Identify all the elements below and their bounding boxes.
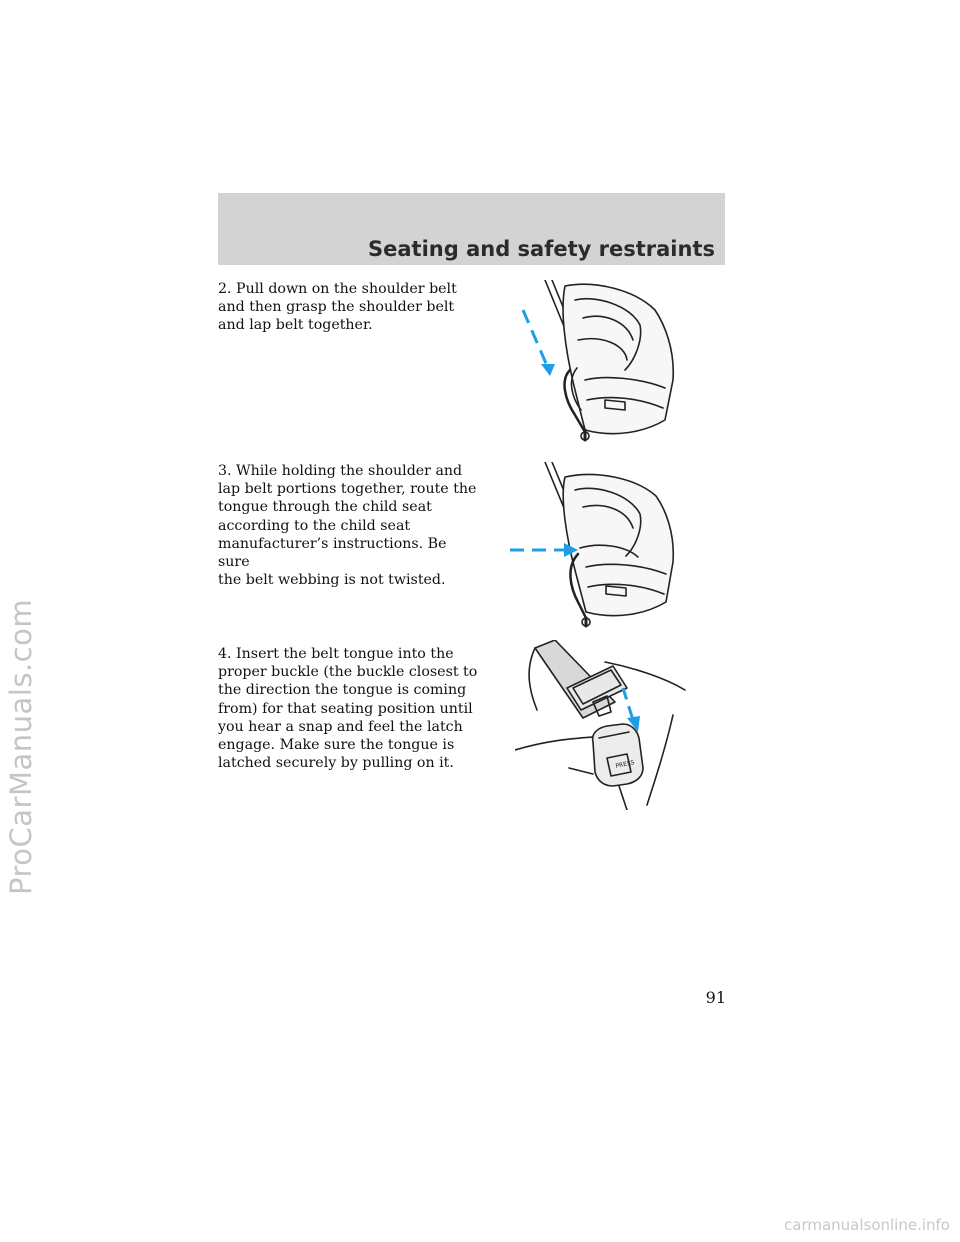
footer-url: carmanualsonline.info (784, 1216, 950, 1234)
step-4-text: 4. Insert the belt tongue into the proper buckle (the buckle closest to the direction the tongue is coming from) for that seating position until you hear a snap and feel the latch engage. Make sure the tongue is latched securely by pulling on it. (218, 646, 478, 772)
child-seat-pull-belt-illustration (515, 280, 685, 445)
press-label: PRESS (614, 759, 636, 770)
step-2-text: 2. Pull down on the shoulder belt and then grasp the shoulder belt and lap belt together. (218, 281, 457, 334)
child-seat-route-tongue-illustration (508, 462, 688, 632)
belt-buckle-illustration (515, 640, 690, 810)
page-number: 91 (705, 988, 726, 1007)
section-header-band (218, 193, 725, 265)
watermark: ProCarManuals.com (4, 598, 38, 895)
section-title: Seating and safety restraints (368, 237, 715, 261)
step-3-text: 3. While holding the shoulder and lap belt portions together, route the tongue through the child seat according to the child seat manufacturer’s instructions. Be sure the belt webbing is not twisted. (218, 463, 477, 589)
